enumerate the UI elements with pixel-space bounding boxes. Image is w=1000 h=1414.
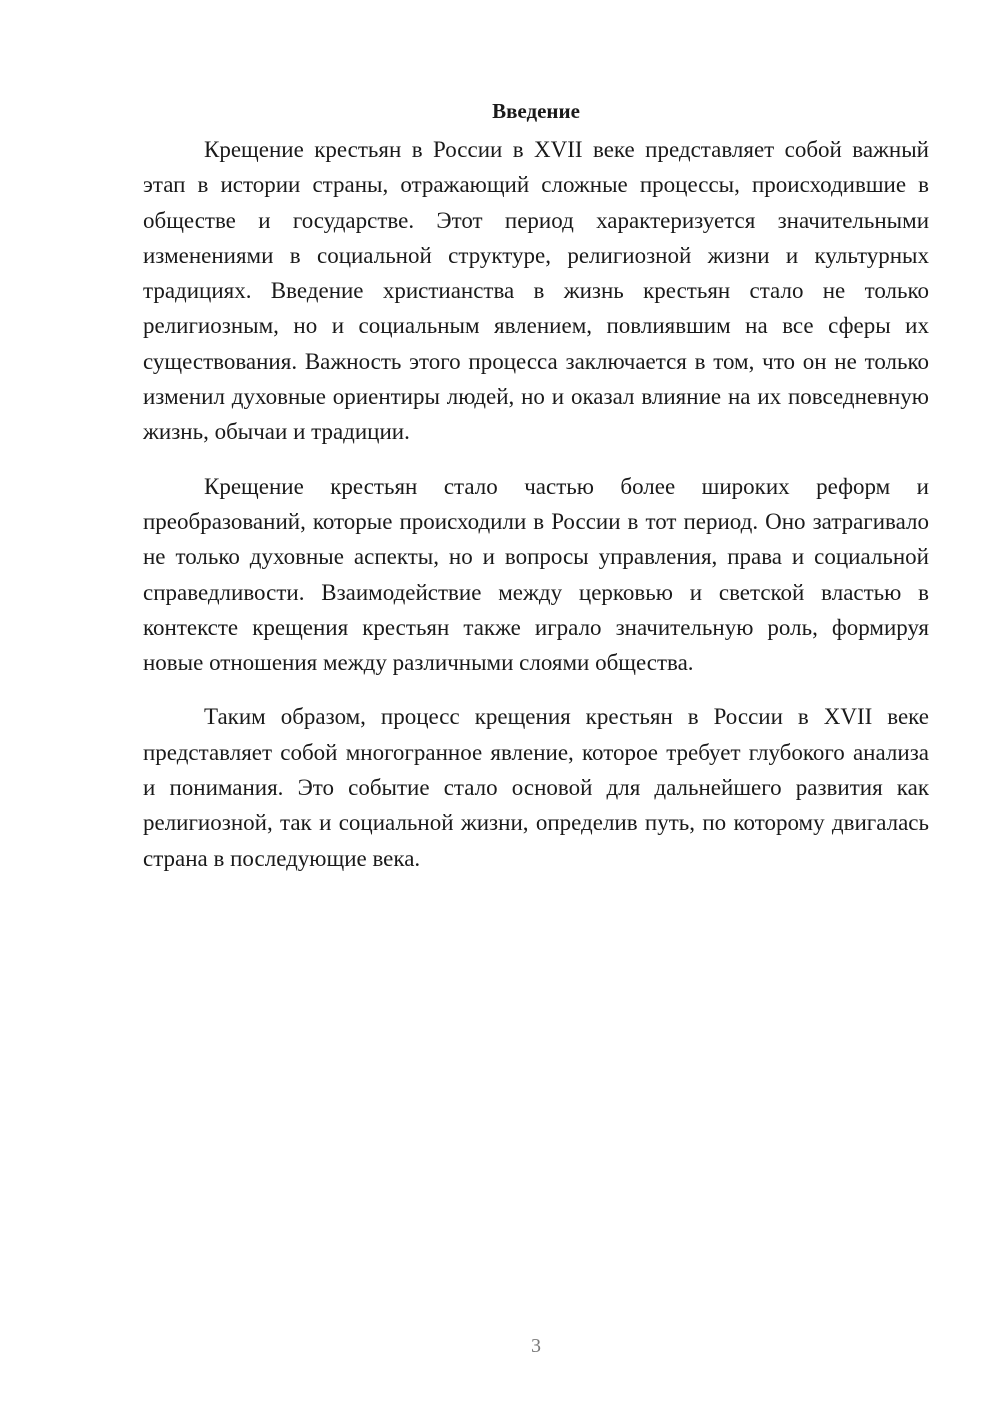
- paragraph-3: Таким образом, процесс крещения крестьян в России в XVII веке представляет собой многогранное явление, которое требует глубокого анализа и понимания. Это событие стало основой для дальнейшего развития как религиозной, так и социальной жизни, определив путь, по которому двигалась страна в последующие века.: [143, 704, 929, 871]
- page-number: 3: [531, 1335, 541, 1357]
- paragraph-1: Крещение крестьян в России в XVII веке представляет собой важный этап в истории страны, отражающий сложные процессы, происходившие в обществе и государстве. Этот период характеризуется значительными изменениями в социальной структуре, религиозной жизни и культурных традициях. Введение христианства в жизнь крестьян стало не только религиозным, но и социальным явлением, повлиявшим на все сферы их существования. Важность этого процесса заключается в том, что он не только изменил духовные ориентиры людей, но и оказал влияние на их повседневную жизнь, обычаи и традиции.: [143, 137, 929, 445]
- paragraph-2: Крещение крестьян стало частью более широких реформ и преобразований, которые происходили в России в тот период. Оно затрагивало не только духовные аспекты, но и вопросы управления, права и социальной справедливости. Взаимодействие между церковью и светской властью в контексте крещения крестьян также играло значительную роль, формируя новые отношения между различными слоями общества.: [143, 473, 929, 676]
- section-heading: Введение: [492, 99, 580, 123]
- page-content: [143, 96, 929, 895]
